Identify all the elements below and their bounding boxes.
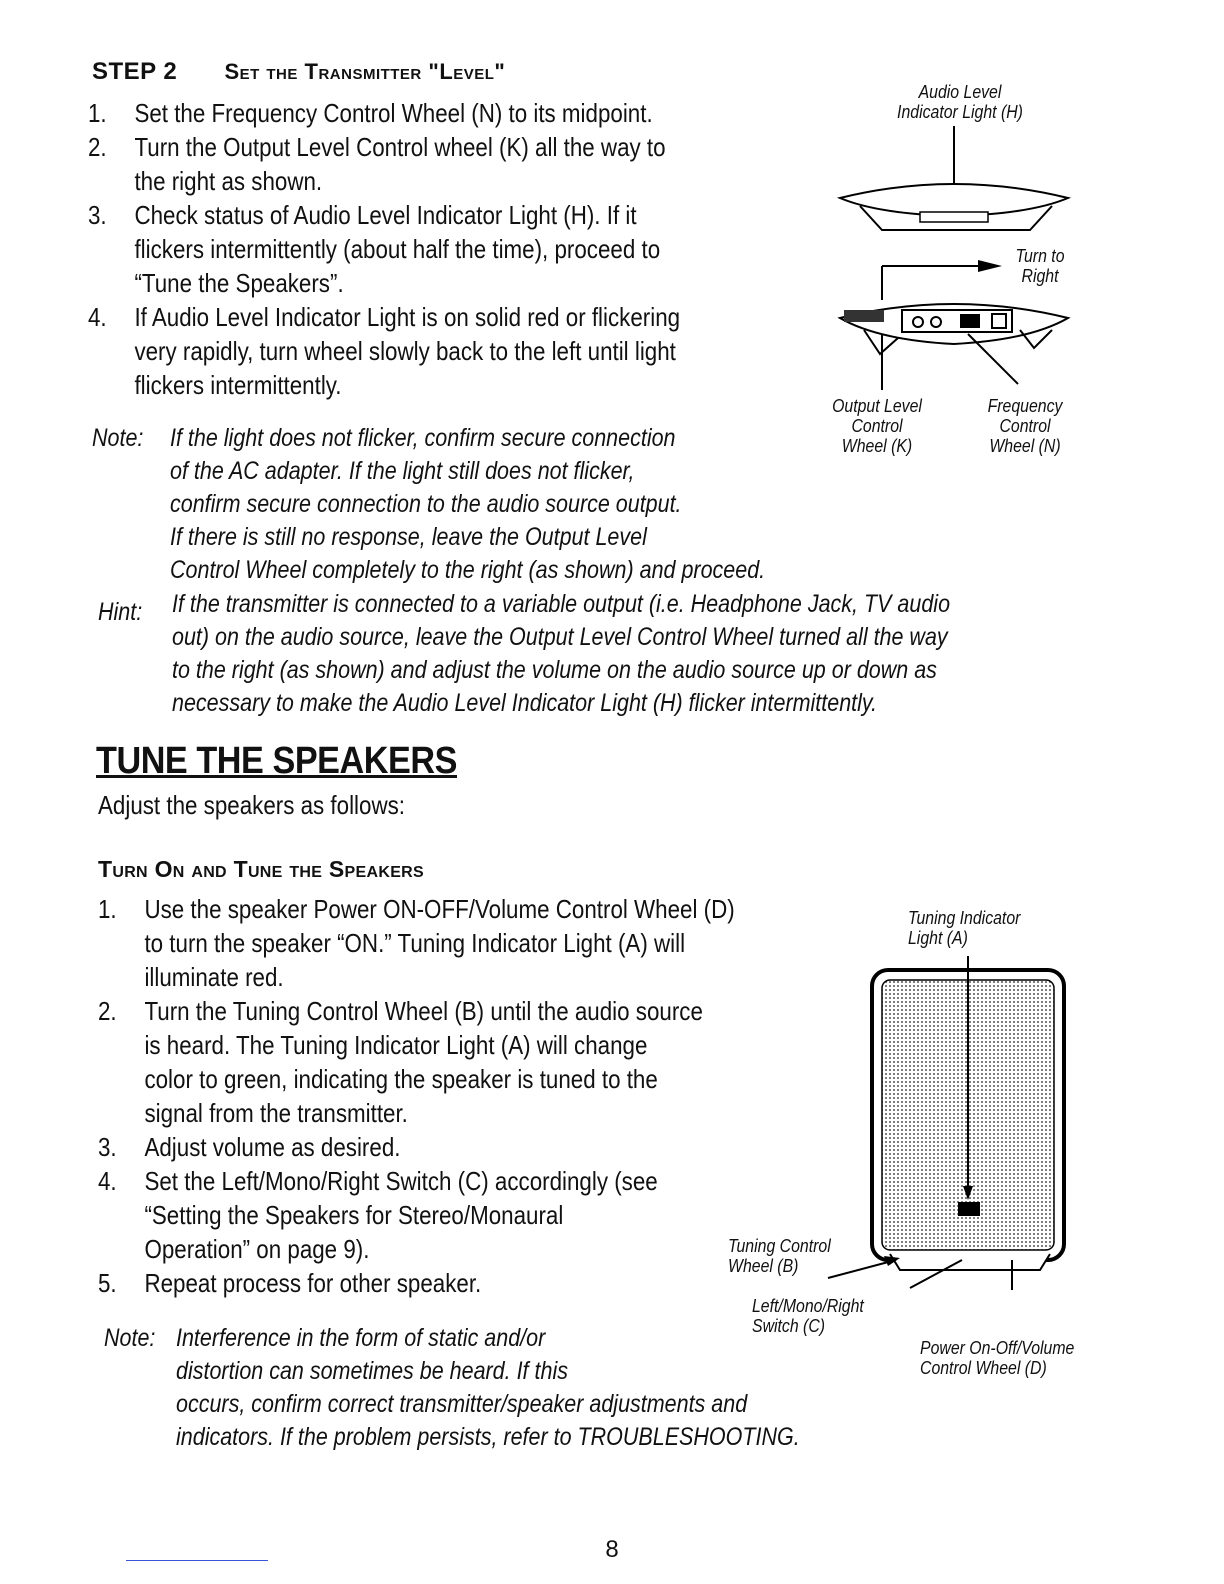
list-item: 5. Repeat process for other speaker.: [98, 1268, 482, 1298]
list-item: 2. Turn the Output Level Control wheel (K) all the way to the right as shown.: [88, 132, 666, 196]
switch-label: Left/Mono/Right Switch (C): [752, 1296, 864, 1336]
list-item: 4. If Audio Level Indicator Light is on solid red or flickering very rapidly, turn wheel slowly back to the left until light flickers intermittently.: [88, 302, 681, 400]
subsection-title: Turn On and Tune the Speakers: [98, 856, 424, 882]
step-number: STEP 2: [92, 58, 178, 85]
output-level-label: Output Level Control Wheel (K): [832, 396, 922, 456]
frequency-label: Frequency Control Wheel (N): [987, 396, 1063, 456]
transmitter-diagram: [820, 78, 1090, 468]
page-number: 8: [605, 1536, 619, 1563]
list-item: 3. Adjust volume as desired.: [98, 1132, 401, 1162]
hint-label: Hint:: [98, 598, 143, 626]
power-label: Power On-Off/Volume Control Wheel (D): [920, 1338, 1075, 1378]
list-item: 4. Set the Left/Mono/Right Switch (C) accordingly (see “Setting the Speakers for Stereo/Monaural Operation” on page 9).: [98, 1166, 658, 1264]
note-text: Interference in the form of static and/or distortion can sometimes be heard. If this occurs, confirm correct transmitter/speaker adjustments and indicators. If the problem persists, refer to TROUBLESHOOTING.: [176, 1324, 800, 1451]
section-intro: Adjust the speakers as follows:: [98, 790, 405, 820]
step-title: Set the Transmitter "Level": [224, 59, 506, 84]
list-item: 1. Set the Frequency Control Wheel (N) to its midpoint.: [88, 98, 653, 128]
note-label: Note:: [92, 424, 144, 452]
speaker-diagram: [700, 900, 1120, 1290]
hint-text: If the transmitter is connected to a variable output (i.e. Headphone Jack, TV audio out) on the audio source, leave the Output Level Control Wheel turned all the way to the right (as shown) and adjust the volume on the audio source up or down as necessary to make the Audio Level Indicator Light (H) flicker intermittently.: [172, 590, 951, 717]
tuning-control-label: Tuning Control Wheel (B): [728, 1236, 831, 1276]
tuning-indicator-label: Tuning Indicator Light (A): [908, 908, 1021, 948]
list-item: 2. Turn the Tuning Control Wheel (B) until the audio source is heard. The Tuning Indicator Light (A) will change color to green, indicating the speaker is tuned to the signal from the transmitter.: [98, 996, 703, 1128]
step-heading: [92, 58, 505, 86]
list-item: 3. Check status of Audio Level Indicator Light (H). If it flickers intermittently (about half the time), proceed to “Tune the Speakers”.: [88, 200, 661, 298]
turn-right-label: Turn to Right: [1015, 246, 1065, 286]
speaker-illustration: [700, 900, 1120, 1290]
section-title: TUNE THE SPEAKERS: [96, 740, 458, 782]
note-text: If the light does not flicker, confirm secure connection of the AC adapter. If the light still does not flicker, confirm secure connection to the audio source output. If there is still no response, leave the Output Level Control Wheel completely to the right (as shown) and proceed.: [170, 424, 766, 584]
footer-rule: [126, 1560, 268, 1561]
list-item: 1. Use the speaker Power ON-OFF/Volume Control Wheel (D) to turn the speaker “ON.” Tuning Indicator Light (A) will illuminate red.: [98, 894, 735, 992]
note-label: Note:: [104, 1324, 156, 1352]
step-list: [88, 96, 948, 402]
transmitter-illustration: [820, 78, 1090, 408]
audio-level-label: Audio Level Indicator Light (H): [897, 82, 1023, 122]
